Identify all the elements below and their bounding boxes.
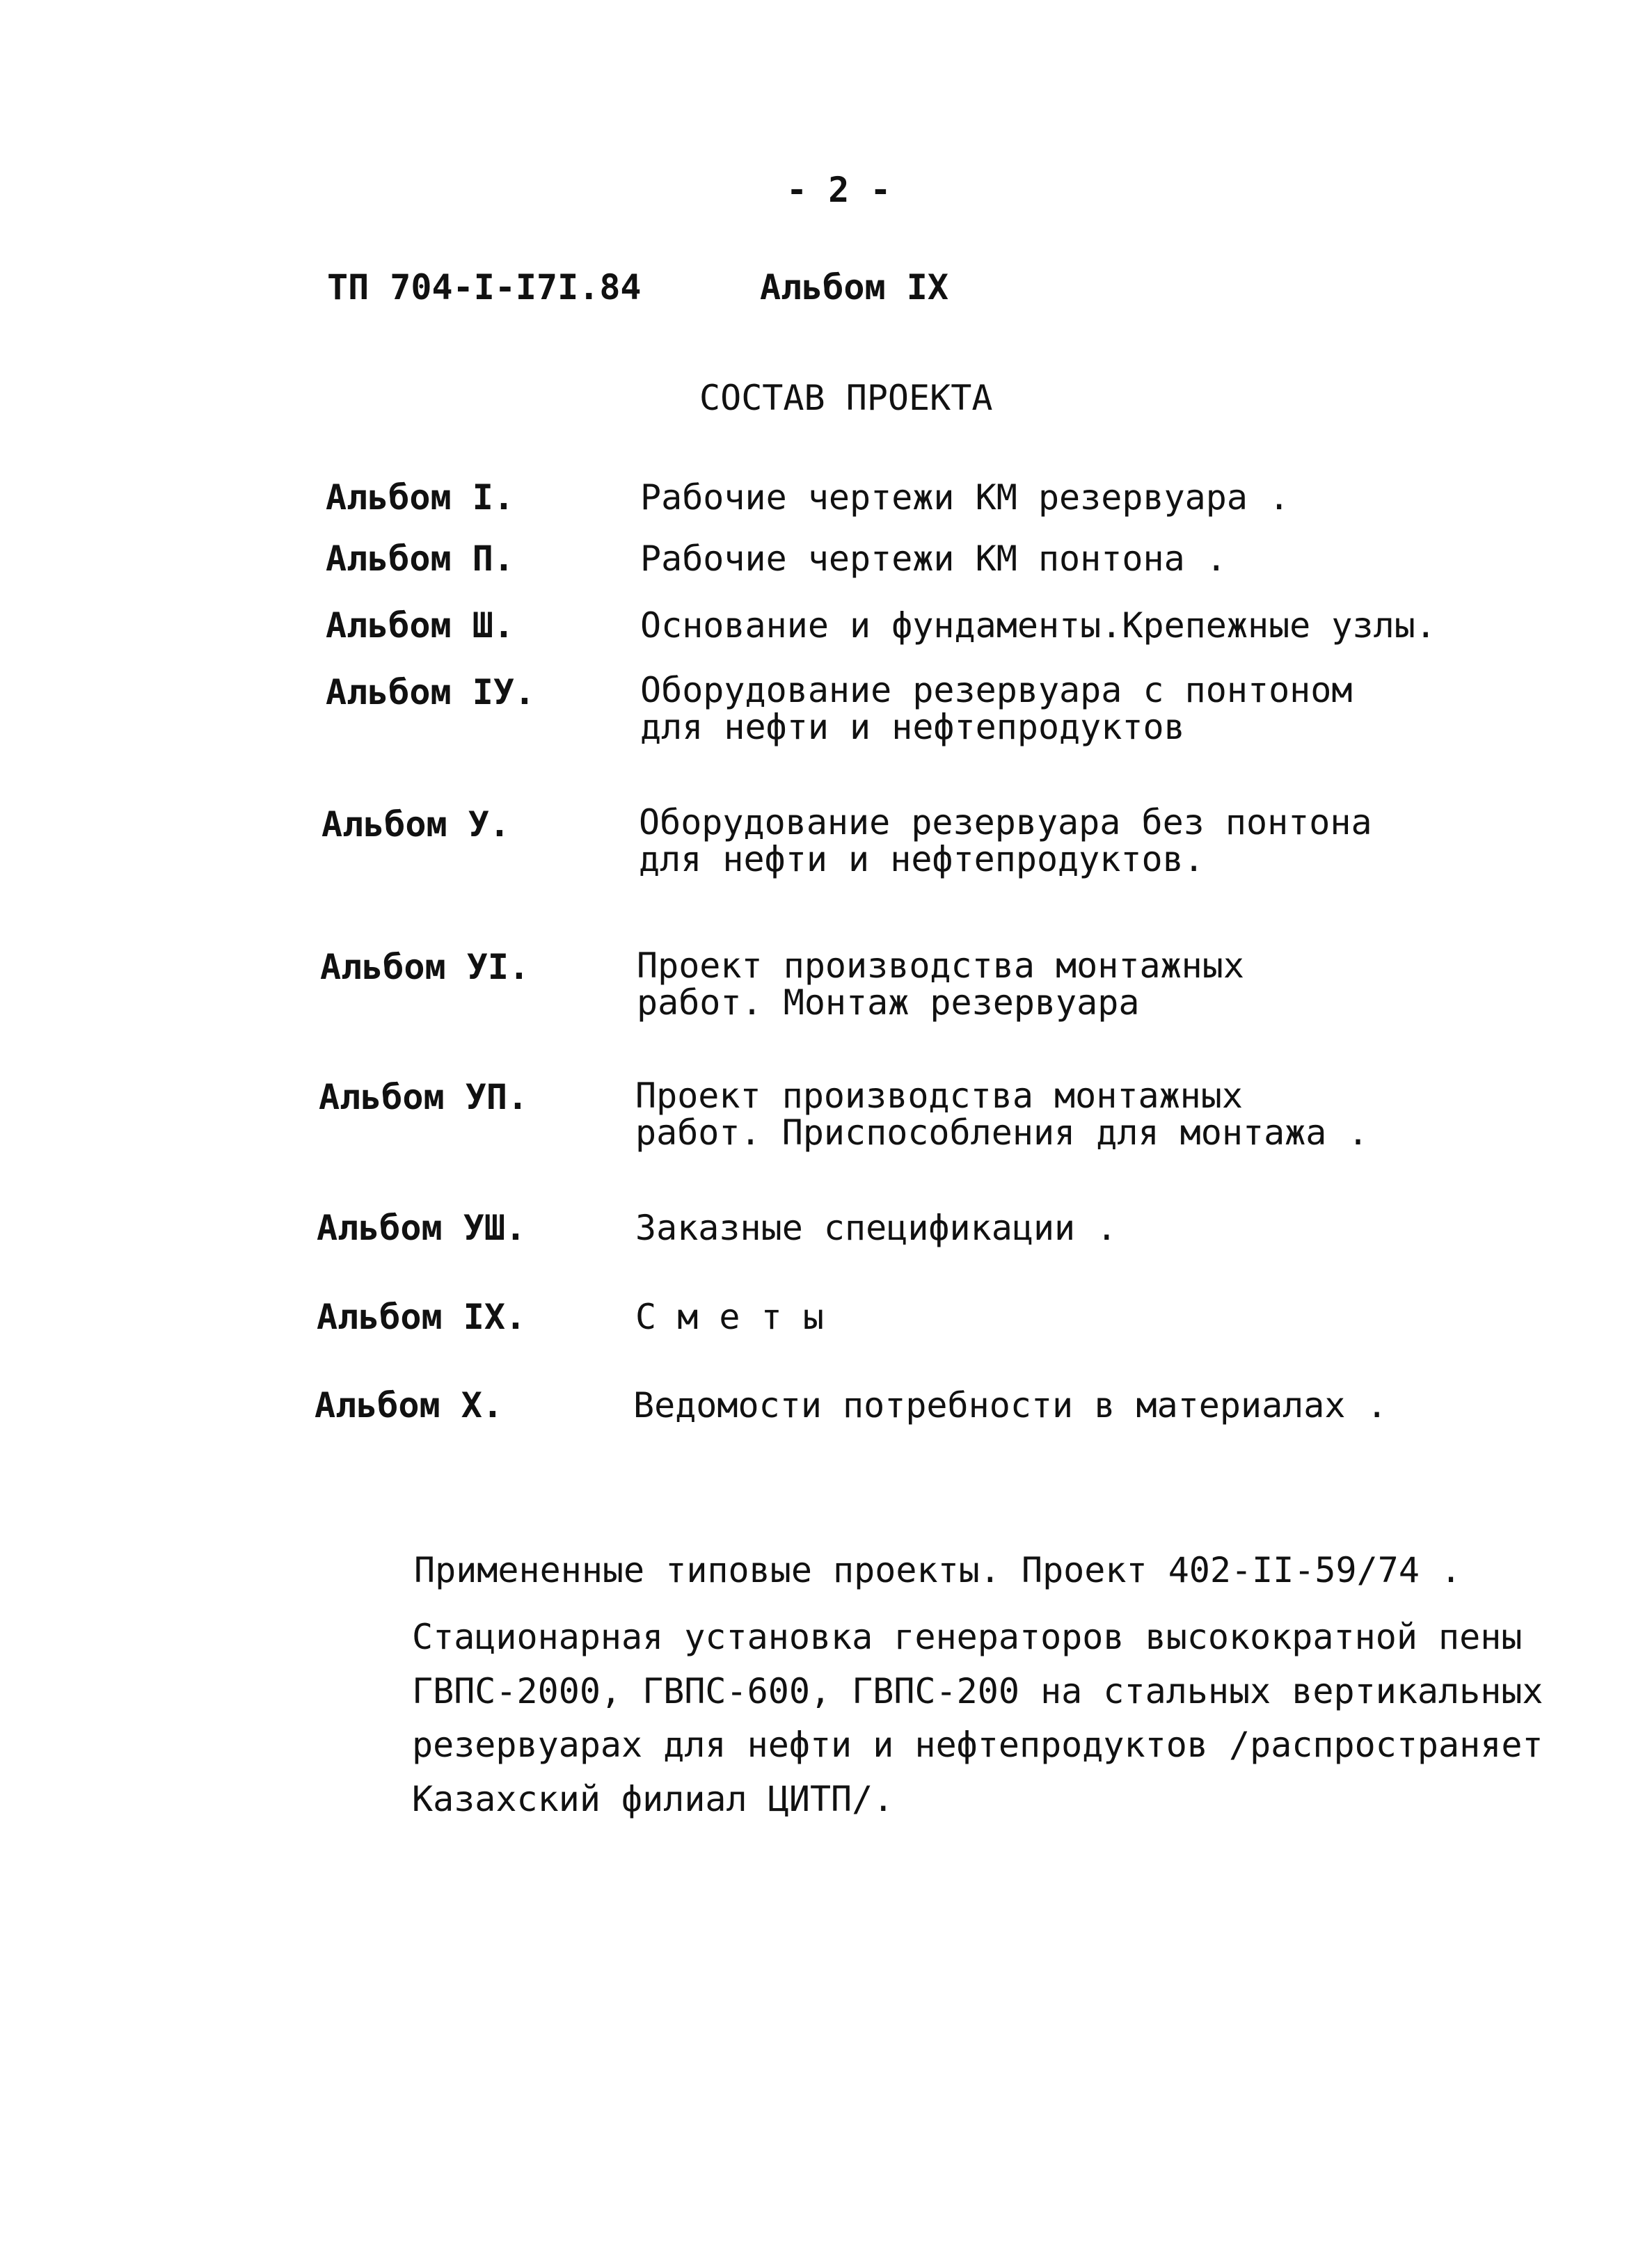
album-label: Альбом У.: [321, 804, 510, 845]
album-description: Рабочие чертежи КМ понтона .: [640, 538, 1227, 579]
album-description: С м е т ы: [635, 1297, 824, 1337]
album-description: Рабочие чертежи КМ резервуара .: [640, 477, 1290, 518]
album-reference: Альбом IX: [760, 267, 948, 308]
album-description: Оборудование резервуара с понтоном для нефти и нефтепродуктов: [640, 670, 1353, 747]
album-description: Заказные спецификации .: [635, 1208, 1118, 1248]
section-title: СОСТАВ ПРОЕКТА: [699, 378, 993, 418]
album-label: Альбом УШ.: [317, 1208, 527, 1248]
album-description: Проект производства монтажных работ. Монтаж резервуара: [637, 945, 1244, 1023]
page-number: - 2 -: [786, 170, 891, 210]
album-label: Альбом IX.: [317, 1297, 527, 1337]
album-label: Альбом П.: [326, 538, 514, 579]
album-description: Оборудование резервуара без понтона для нефти и нефтепродуктов.: [639, 802, 1372, 879]
album-description: Ведомости потребности в материалах .: [633, 1385, 1388, 1426]
album-description: Основание и фундаменты.Крепежные узлы.: [640, 605, 1436, 646]
album-label: Альбом IУ.: [326, 672, 536, 712]
album-label: Альбом I.: [326, 477, 514, 518]
album-label: Альбом X.: [315, 1385, 503, 1426]
document-code: ТП 704-I-I7I.84: [327, 267, 642, 308]
album-label: Альбом УI.: [320, 947, 530, 987]
applied-projects-line: Примененные типовые проекты. Проект 402-II-59/74 .: [414, 1550, 1462, 1590]
album-label: Альбом УП.: [319, 1077, 529, 1117]
album-label: Альбом Ш.: [326, 605, 514, 646]
album-description: Проект производства монтажных работ. Приспособления для монтажа .: [635, 1076, 1369, 1153]
applied-projects-paragraph: Стационарная установка генераторов высокократной пены ГВПС-2000, ГВПС-600, ГВПС-200 на стальных вертикальных резервуарах для нефти и нефтепродуктов /распространяет Казахский филиал ЦИТП/.: [412, 1617, 1543, 1819]
